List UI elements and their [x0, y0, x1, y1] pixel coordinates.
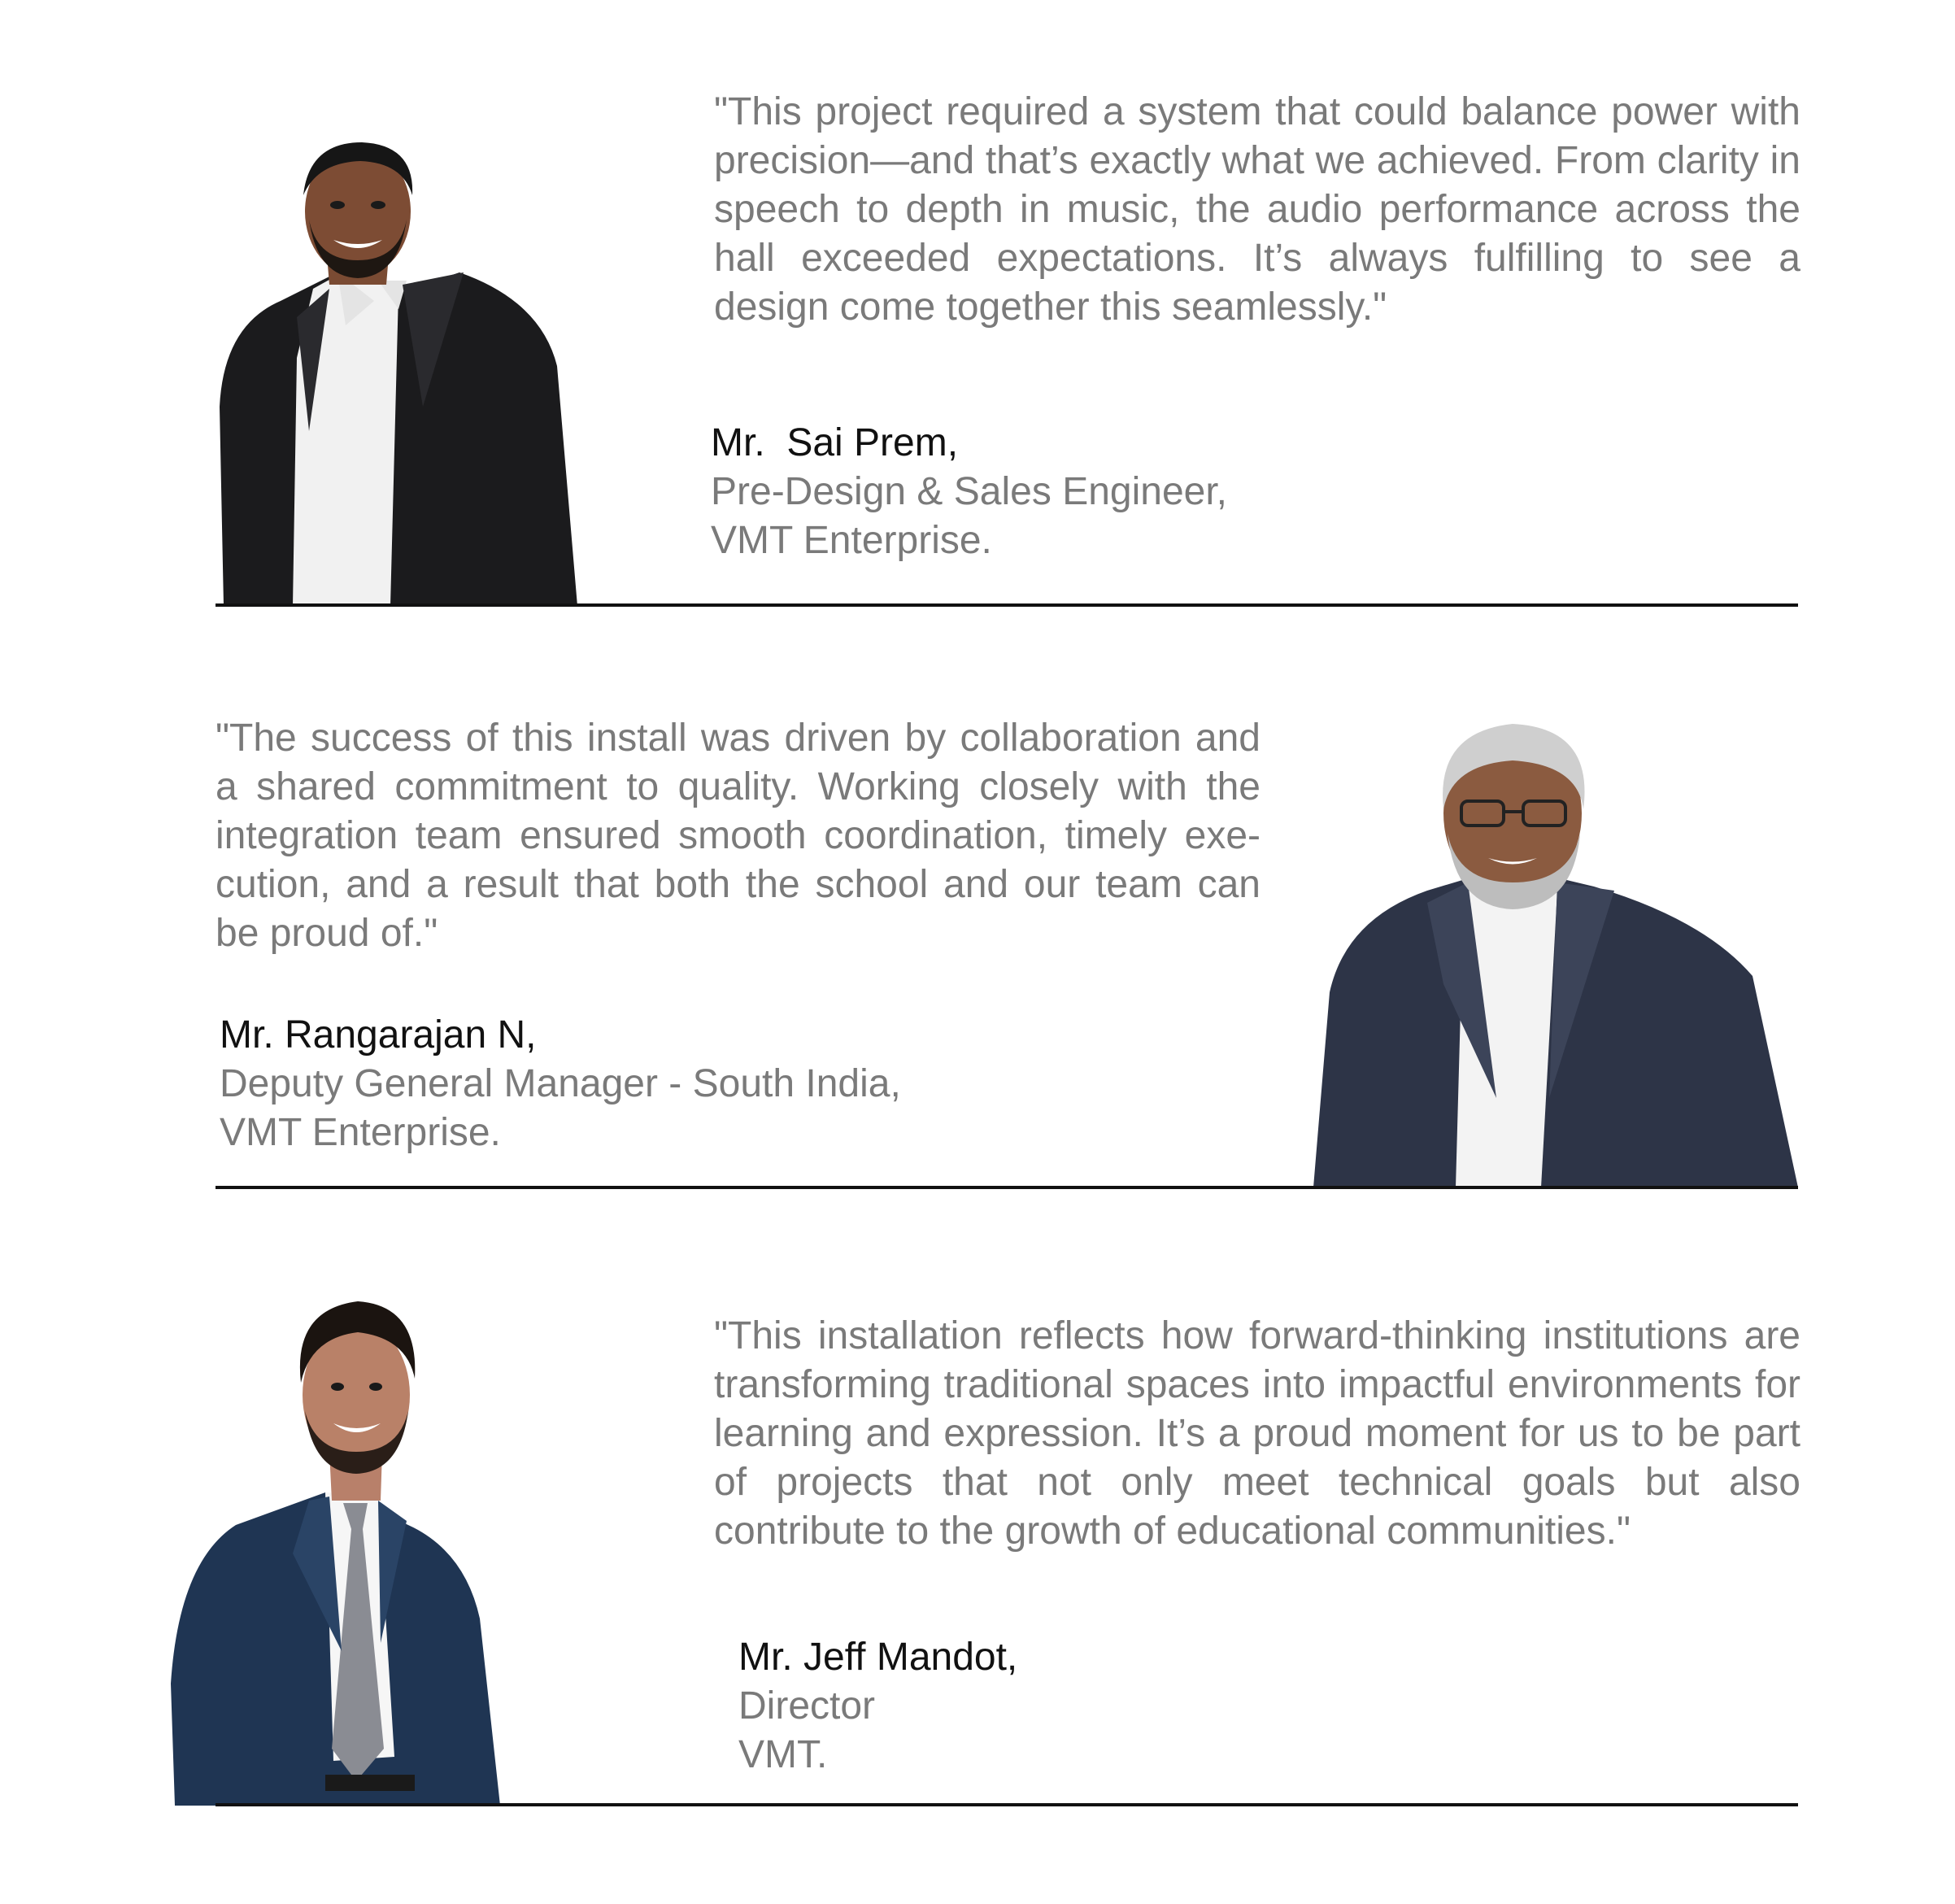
testimonial-2-company: VMT Enterprise.: [220, 1111, 501, 1154]
portrait-jeff-mandot: [171, 1293, 512, 1806]
portrait-sai-prem: [216, 138, 581, 606]
testimonial-2-quote: "The success of this install was driven by collaboration and a shared commitment to quality. Working closely with the integration team ensured smooth coordination, timely execution, and a result that both the school and our team can be proud of.": [216, 717, 1261, 955]
testimonial-3-divider: [216, 1803, 1798, 1806]
testimonial-2-name: Mr. Rangarajan N,: [220, 1013, 537, 1057]
testimonial-2-role: Deputy General Manager - South India,: [220, 1062, 901, 1105]
testimonial-3-name: Mr. Jeff Mandot,: [738, 1636, 1018, 1679]
testimonial-1-name: Mr. Sai Prem,: [711, 421, 959, 464]
testimonial-3-company: VMT.: [738, 1733, 828, 1776]
testimonial-1-company: VMT Enterprise.: [711, 519, 992, 562]
testimonial-1-role: Pre-Design & Sales Engineer,: [711, 470, 1228, 513]
portrait-rangarajan-n: [1313, 716, 1798, 1187]
testimonial-3-role: Director: [738, 1684, 876, 1728]
testimonial-1-quote: "This project required a system that could balance power with precision—and that’s exactly what we achieved. From clarity in speech to depth in music, the audio performance across the hall exceeded expectations. It’s always fulfilling to see a design come together this seamlessly.": [714, 90, 1800, 329]
testimonial-3-quote: "This installation reflects how forward-thinking institutions are transforming traditional spaces into impactful environments for learning and expression. It’s a proud moment for us to be part of projects that not only meet technical goals but also contribute to the growth of educational communities.": [714, 1314, 1800, 1553]
testimonial-1-divider: [216, 603, 1798, 607]
testimonial-2-divider: [216, 1186, 1798, 1189]
